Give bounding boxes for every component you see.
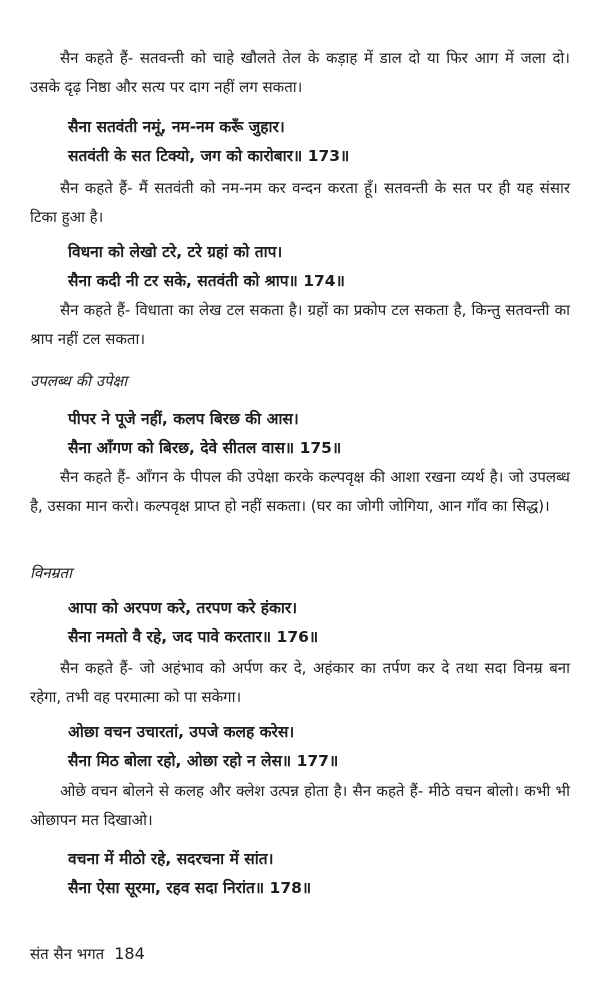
couplet-line: वचना में मीठो रहे, सदरचना में सांत।: [68, 850, 274, 868]
prose-paragraph-3: सैन कहते हैं- विधाता का लेख टल सकता है। ग्रहों का प्रकोप टल सकता है, किन्तु सतवन्ती का श्राप नहीं टल सकता।: [30, 301, 570, 348]
couplet-line: सैना मिठ बोला रहो, ओछा रहो न लेस॥ 177॥: [68, 752, 339, 770]
couplet-176: [68, 594, 568, 652]
couplet-line: सैना ऐसा सूरमा, रहव सदा निरांत॥ 178॥: [68, 879, 312, 897]
couplet-178: [68, 845, 568, 903]
section-heading-vinamrata: विनम्रता: [30, 564, 72, 582]
couplet-line: सैना नमतो वै रहे, जद पावे करतार॥ 176॥: [68, 628, 319, 646]
couplet-173: [68, 113, 568, 171]
page-number: 184: [114, 944, 145, 963]
couplet-line: सैना सतवंती नमूं, नम-नम करूँ जुहार।: [68, 118, 285, 136]
prose-paragraph-2: सैन कहते हैं- मैं सतवंती को नम-नम कर वन्दन करता हूँ। सतवन्ती के सत पर ही यह संसार टिका हुआ है।: [30, 179, 570, 226]
couplet-177: [68, 718, 568, 776]
couplet-line: पीपर ने पूजे नहीं, कलप बिरछ की आस।: [68, 410, 299, 428]
section-heading-upalabdh: उपलब्ध की उपेक्षा: [30, 372, 128, 390]
couplet-174: [68, 238, 568, 296]
book-title: संत सैन भगत: [30, 945, 105, 963]
couplet-175: [68, 405, 568, 463]
couplet-line: सैना आँगण को बिरछ, देवे सीतल वास॥ 175॥: [68, 439, 342, 457]
page-footer: [30, 942, 145, 966]
couplet-line: आपा को अरपण करे, तरपण करे हंकार।: [68, 599, 298, 617]
prose-paragraph-4: सैन कहते हैं- आँगन के पीपल की उपेक्षा करके कल्पवृक्ष की आशा रखना व्यर्थ है। जो उपलब्ध है, उसका मान करो। कल्पवृक्ष प्राप्त हो नहीं सकता। (घर का जोगी जोगिया, आन गाँव का सिद्ध)।: [30, 468, 570, 515]
couplet-line: सैना कदी नी टर सके, सतवंती को श्राप॥ 174॥: [68, 272, 345, 290]
couplet-line: सतवंती के सत टिक्यो, जग को कारोबार॥ 173॥: [68, 147, 350, 165]
prose-paragraph-1: सैन कहते हैं- सतवन्ती को चाहे खौलते तेल के कड़ाह में डाल दो या फिर आग में जला दो। उसके दृढ़ निष्ठा और सत्य पर दाग नहीं लग सकता।: [30, 49, 570, 96]
couplet-line: ओछा वचन उचारतां, उपजे कलह करेस।: [68, 723, 295, 741]
prose-paragraph-6: ओछे वचन बोलने से कलह और क्लेश उत्पन्न होता है। सैन कहते हैं- मीठे वचन बोलो। कभी भी ओछापन मत दिखाओ।: [30, 782, 570, 829]
couplet-line: विधना को लेखो टरे, टरे ग्रहां को ताप।: [68, 243, 283, 261]
prose-paragraph-5: सैन कहते हैं- जो अहंभाव को अर्पण कर दे, अहंकार का तर्पण कर दे तथा सदा विनम्र बना रहेगा, तभी वह परमात्मा को पा सकेगा।: [30, 659, 570, 706]
